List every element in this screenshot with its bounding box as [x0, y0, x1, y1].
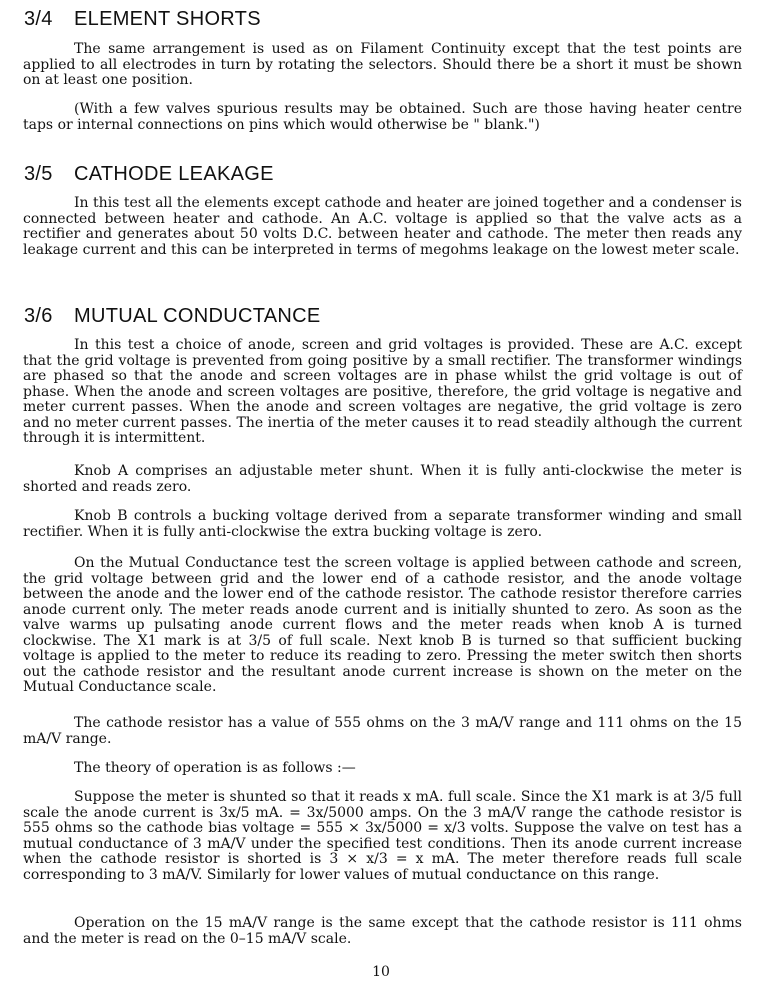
- section-title: MUTUAL CONDUCTANCE: [74, 305, 321, 327]
- section-number: 3/6: [24, 305, 53, 327]
- paragraph: Suppose the meter is shunted so that it reads x mA. full scale. Since the X1 mark is at 3/5 full scale the anode current is 3x/5 mA. = 3x/5000 amps. On the 3 mA/V range the cathode resistor is 555 ohms so the cathode bias voltage = 555 × 3x/5000 = x/3 volts. Suppose the valve on test has a mutual conductance of 3 mA/V under the specified test conditions. Then its anode current increase when the cathode resistor is shorted is 3 × x/3 = x mA. The meter therefore reads full scale corresponding to 3 mA/V. Similarly for lower values of mutual conductance on this range.: [23, 789, 742, 883]
- paragraph: Operation on the 15 mA/V range is the same except that the cathode resistor is 111 ohms and the meter is read on the 0–15 mA/V scale.: [23, 915, 742, 947]
- section-number: 3/4: [24, 8, 53, 30]
- section-number: 3/5: [24, 163, 53, 185]
- section-heading-element-shorts: [24, 8, 261, 31]
- section-title: ELEMENT SHORTS: [74, 8, 261, 30]
- page-number: 10: [372, 964, 390, 980]
- paragraph: Knob A comprises an adjustable meter shunt. When it is fully anti-clockwise the meter is shorted and reads zero.: [23, 463, 742, 495]
- paragraph: In this test all the elements except cathode and heater are joined together and a condenser is connected between heater and cathode. An A.C. voltage is applied so that the valve acts as a rectifier and generates about 50 volts D.C. between heater and cathode. The meter then reads any leakage current and this can be interpreted in terms of megohms leakage on the lowest meter scale.: [23, 195, 742, 258]
- section-heading-mutual-conductance: [24, 305, 321, 328]
- section-title: CATHODE LEAKAGE: [74, 163, 274, 185]
- section-heading-cathode-leakage: [24, 163, 274, 186]
- paragraph: Knob B controls a bucking voltage derived from a separate transformer winding and small rectifier. When it is fully anti-clockwise the extra bucking voltage is zero.: [23, 508, 742, 540]
- paragraph: In this test a choice of anode, screen and grid voltages is provided. These are A.C. except that the grid voltage is prevented from going positive by a small rectifier. The transformer windings are phased so that the anode and screen voltages are in phase whilst the grid voltage is out of phase. When the anode and screen voltages are positive, therefore, the grid voltage is negative and meter current passes. When the anode and screen voltages are negative, the grid voltage is zero and no meter current passes. The inertia of the meter causes it to read steadily although the current through it is intermittent.: [23, 337, 742, 446]
- paragraph: The cathode resistor has a value of 555 ohms on the 3 mA/V range and 111 ohms on the 15 mA/V range.: [23, 715, 742, 747]
- paragraph: On the Mutual Conductance test the screen voltage is applied between cathode and screen, the grid voltage between grid and the lower end of a cathode resistor, and the anode voltage between the anode and the lower end of the cathode resistor. The cathode resistor therefore carries anode current only. The meter reads anode current and is initially shunted to zero. As soon as the valve warms up pulsating anode current flows and the meter reads when knob A is turned clockwise. The X1 mark is at 3/5 of full scale. Next knob B is turned so that sufficient bucking voltage is applied to the meter to reduce its reading to zero. Pressing the meter switch then shorts out the cathode resistor and the resultant anode current increase is shown on the meter on the Mutual Conductance scale.: [23, 555, 742, 695]
- paragraph: The theory of operation is as follows :—: [74, 760, 356, 776]
- paragraph: (With a few valves spurious results may be obtained. Such are those having heater centre taps or internal connections on pins which would otherwise be " blank."): [23, 101, 742, 133]
- paragraph: The same arrangement is used as on Filament Continuity except that the test points are applied to all electrodes in turn by rotating the selectors. Should there be a short it must be shown on at least one position.: [23, 41, 742, 88]
